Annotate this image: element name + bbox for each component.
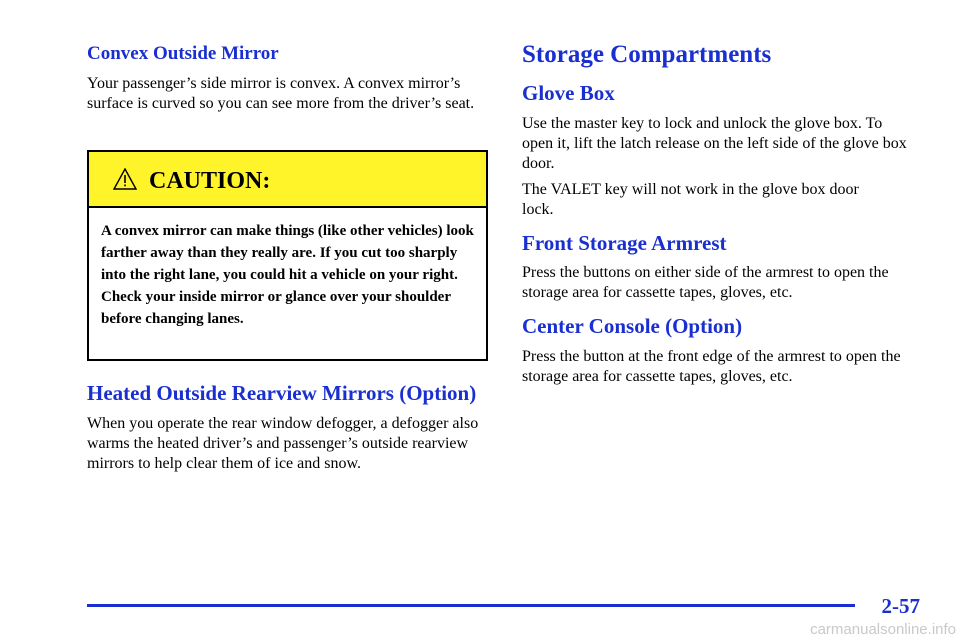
caution-header (89, 152, 486, 208)
heated-mirrors-paragraph: When you operate the rear window defogger, a defogger also warms the heated driver’s and passenger’s outside rearview mirrors to help clear them of ice and snow. (87, 415, 479, 472)
convex-mirror-paragraph: Your passenger’s side mirror is convex. A convex mirror’s surface is curved so you can see more from the driver’s seat. (87, 75, 475, 112)
glove-box-heading: Glove Box (522, 81, 615, 105)
page-number: 2-57 (881, 594, 920, 618)
footer-rule (87, 604, 855, 607)
warning-triangle-icon (113, 168, 137, 190)
front-armrest-heading: Front Storage Armrest (522, 231, 727, 255)
center-console-paragraph: Press the button at the front edge of the armrest to open the storage area for cassette tapes, gloves, etc. (522, 348, 901, 385)
storage-compartments-title: Storage Compartments (522, 41, 772, 68)
caution-body: A convex mirror can make things (like other vehicles) look farther away than they really are. If you cut too sharply into the right lane, you could hit a vehicle on your right. Check your inside mirror or glance over your shoulder before changing lanes. (101, 223, 474, 327)
center-console-heading: Center Console (Option) (522, 314, 743, 338)
glove-box-paragraph-2: The VALET key will not work in the glove box door lock. (522, 181, 859, 218)
front-armrest-paragraph: Press the buttons on either side of the armrest to open the storage area for cassette tapes, gloves, etc. (522, 264, 889, 301)
watermark: carmanualsonline.info (810, 621, 956, 638)
caution-title: CAUTION: (149, 168, 271, 194)
convex-mirror-heading: Convex Outside Mirror (87, 43, 279, 64)
heated-mirrors-heading: Heated Outside Rearview Mirrors (Option) (87, 381, 477, 405)
glove-box-paragraph-1: Use the master key to lock and unlock the glove box. To open it, lift the latch release on the left side of the glove box door. (522, 115, 907, 172)
caution-box (87, 150, 488, 361)
